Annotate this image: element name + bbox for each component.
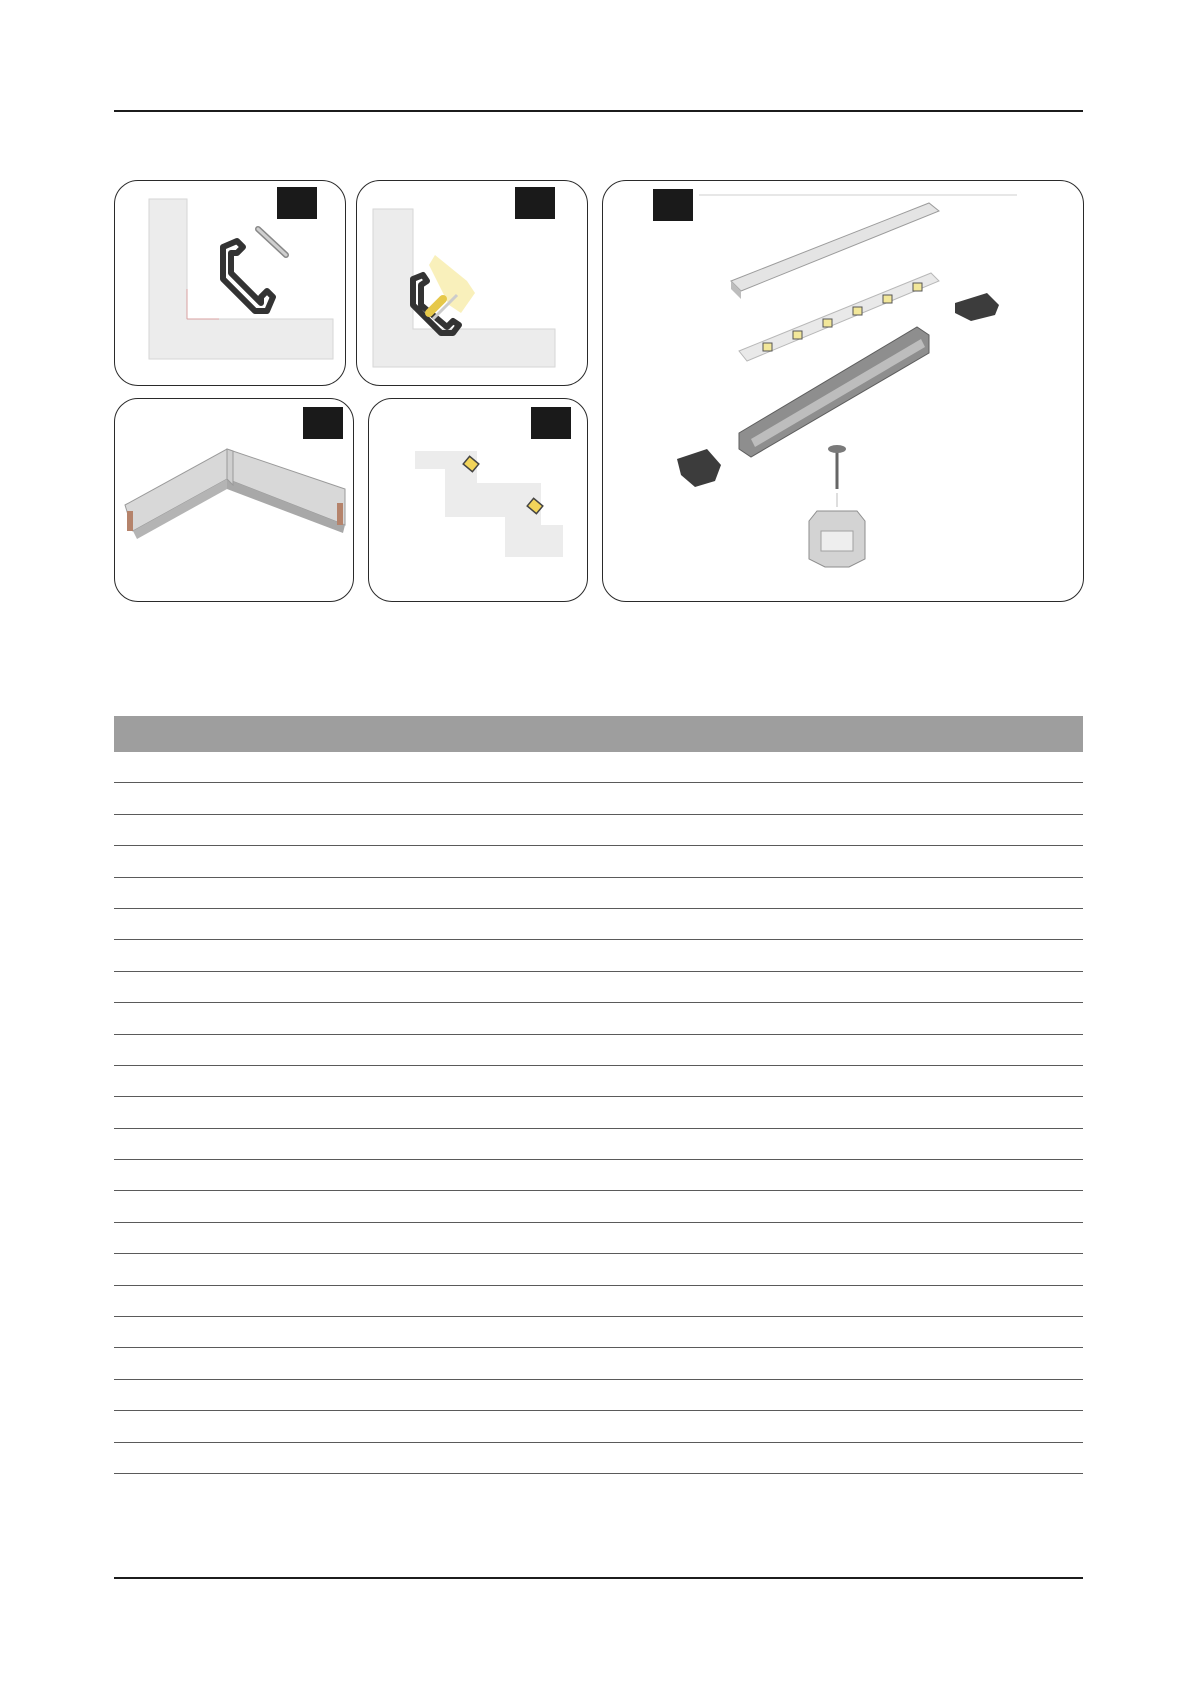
table-row <box>114 846 1083 877</box>
table-row <box>114 1003 1083 1034</box>
table-row <box>114 1286 1083 1317</box>
table-row <box>114 1223 1083 1254</box>
table-header <box>114 716 1083 752</box>
table-row <box>114 972 1083 1003</box>
table-row <box>114 1035 1083 1066</box>
corner-joint-render-icon <box>115 399 354 602</box>
table-row <box>114 1191 1083 1222</box>
table-row <box>114 1411 1083 1442</box>
table-body <box>114 752 1083 1474</box>
figure-mounting-cross-section <box>114 180 346 386</box>
table-row <box>114 783 1083 814</box>
table-row <box>114 1129 1083 1160</box>
figure-stair-application <box>368 398 588 602</box>
table-row <box>114 940 1083 971</box>
table-row <box>114 1443 1083 1474</box>
stair-lighting-icon <box>369 399 588 602</box>
lit-corner-profile-icon <box>357 181 588 386</box>
figure-exploded-view <box>602 180 1084 602</box>
table-row <box>114 815 1083 846</box>
figure-lit-cross-section <box>356 180 588 386</box>
corner-profile-cross-section-icon <box>115 181 346 386</box>
table-row <box>114 1160 1083 1191</box>
table-row <box>114 1097 1083 1128</box>
table-row <box>114 752 1083 783</box>
table-row <box>114 1066 1083 1097</box>
table-row <box>114 1254 1083 1285</box>
table-row <box>114 909 1083 940</box>
spec-table <box>114 716 1083 1474</box>
bottom-rule <box>114 1577 1083 1579</box>
table-row <box>114 1380 1083 1411</box>
table-row <box>114 1348 1083 1379</box>
top-rule <box>114 110 1083 112</box>
exploded-assembly-icon <box>603 181 1084 602</box>
table-row <box>114 1317 1083 1348</box>
table-row <box>114 878 1083 909</box>
figure-corner-joint <box>114 398 354 602</box>
